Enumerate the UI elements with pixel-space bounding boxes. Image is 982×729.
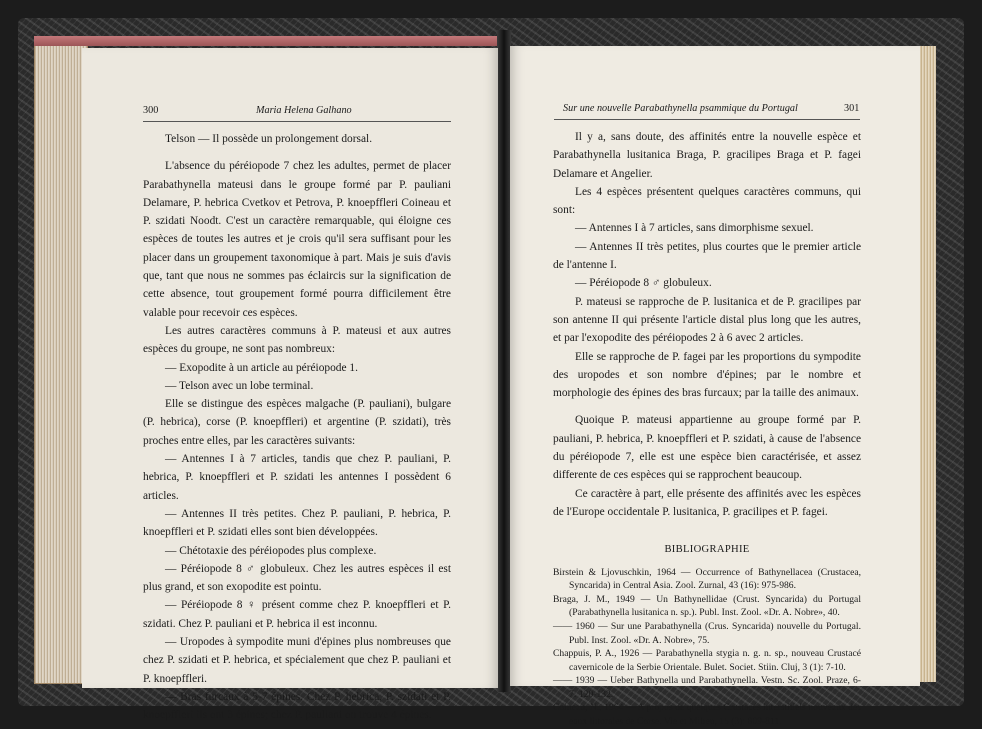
paragraph: Quoique P. mateusi appartienne au groupe formé par P. pauliani, P. hebrica, P. knoepffleri et P. szidati, à cause de l'absence du péréiopode 7, elle est une espèce bien caractérisée, et assez differente de ces espèces qui se rapprochent beaucoup. <box>553 414 861 482</box>
header-rule <box>554 119 860 120</box>
paragraph: Elle se distingue des espèces malgache (P. pauliani), bulgare (P. hebrica), corse (P. knoepffleri) et argentine (P. szidati), très proches entre elles, par les caractères suivants: <box>143 398 451 447</box>
list-item: — Péréiopode 8 ♀ présent comme chez P. knoepffleri et P. szidati. Chez P. pauliani et P. hebrica il est inconnu. <box>143 599 451 630</box>
list-item: — Antennes I à 7 articles, tandis que chez P. pauliani, P. hebrica, P. knoepffleri et P. szidati les antennes I possèdent 6 articles. <box>143 453 451 502</box>
running-head: Sur une nouvelle Parabathynella psammique du Portugal <box>563 103 798 114</box>
paragraph: Telson — Il possède un prolongement dorsal. <box>165 133 373 145</box>
bibliography-entry: Coineau, N., 1964 — A propos de quelques Crustacés interstitiels nouveaux des eaux littorales de Corse. Vie et Milieu, 15 (3): 809-811. <box>553 702 861 728</box>
bibliography-entry: —— 1960 — Sur une Parabathynella (Crus. Syncarida) nouvelle du Portugal. Publ. Inst. Zool. «Dr. A. Nobre», 75. <box>553 620 861 646</box>
paragraph: P. mateusi se rapproche de P. lusitanica et de P. gracilipes par son antenne II qui présente l'article distal plus long que les autres, et par l'exopodite des péréiopodes 2 à 6 avec 2 articles. <box>553 295 861 345</box>
page-number: 301 <box>844 103 860 114</box>
left-page <box>82 48 498 722</box>
left-page-header <box>82 105 498 121</box>
paragraph: Les 4 espèces présentent quelques caractères communs, qui sont: <box>553 185 861 217</box>
bibliography-entry: Braga, J. M., 1949 — Un Bathynellidae (Crust. Syncarida) du Portugal (Parabathynella lusitanica n. sp.). Publ. Inst. Zool. «Dr. A. Nobre», 40. <box>553 593 861 619</box>
left-page-body <box>143 130 451 725</box>
paragraph: L'absence du péréiopode 7 chez les adultes, permet de placer Parabathynella mateusi dans le groupe formé par P. pauliani Delamare, P. hebrica Cvetkov et Petrova, P. knoepffleri Coineau et P. szidati Noodt. C'est un caractère remarquable, qui éloigne ces espèces de toutes les autres et je crois qu'il sera suffisant pour les placer dans un groupement taxonomique à part. Mais je suis d'avis que, tant que nous ne sommes pas éclaircis sur la signification de cette absence, tout groupement formé pourra difficilement être valable pour recevoir ces espèces. <box>143 160 451 319</box>
right-page-body <box>553 128 861 729</box>
red-top-edge <box>34 36 504 46</box>
page-edges-left <box>34 36 88 684</box>
bibliography-title: BIBLIOGRAPHIE <box>664 544 750 556</box>
list-item: — Chétotaxie des péréiopodes plus complexe. <box>165 544 377 557</box>
list-item: — Exopodite à un article au péréiopode 1. <box>165 361 358 374</box>
list-item: — Antennes II très petites. Chez P. pauliani, P. hebrica, P. knoepffleri et P. szidati elles sont bien développées. <box>143 507 451 539</box>
bibliography-entry: Birstein & Ljovuschkin, 1964 — Occurrence of Bathynellacea (Crustacea, Syncarida) in Central Asia. Zool. Zurnal, 43 (16): 975-986. <box>553 566 861 592</box>
page-number: 300 <box>143 105 159 116</box>
paragraph: Il y a, sans doute, des affinités entre la nouvelle espèce et Parabathynella lusitanica Braga, P. gracilipes Braga et P. fagei Delamare et Angelier. <box>553 131 861 180</box>
list-item: — Telson avec un lobe terminal. <box>165 379 314 392</box>
list-item: — Bras furcaux à 5-7 épines. Chez P. hebrica, P. szidati et P. knoepffleri ils ont 3 épines; chez P. pauliani on trouve 4 épines. <box>143 690 451 722</box>
bibliography-entry: Chappuis, P. A., 1926 — Parabathynella stygia n. g. n. sp., nouveau Crustacé cavernicole de la Serbie Orientale. Bulet. Societ. Stiin. Cluj, 3 (1): 7-10. <box>553 648 861 673</box>
bibliography-entry: —— 1939 — Ueber Bathynella und Parabathynella. Vestn. Sc. Zool. Praze, 6-7: 120-132. <box>553 675 861 700</box>
list-item: — Péréiopode 8 ♂ globuleux. Chez les autres espèces il est plus grand, et son exopodite est pointu. <box>143 562 451 594</box>
paragraph: Elle se rapproche de P. fagei par les proportions du sympodite des uropodes et son nombre d'épines; par le nombre et morphologie des épines des bras furcaux; par la taille des animaux. <box>553 350 861 400</box>
list-item: — Uropodes à sympodite muni d'épines plus nombreuses que chez P. szidati et P. hebrica, et spécialement que chez P. pauliani et P. knoepffleri. <box>143 636 451 685</box>
header-rule <box>143 121 451 122</box>
right-page-header <box>510 103 920 119</box>
paragraph: Les autres caractères communs à P. mateusi et aux autres espèces du groupe, ne sont pas nombreux: <box>143 324 451 356</box>
paragraph: Ce caractère à part, elle présente des affinités avec les espèces de l'Europe occidentale P. lusitanica, P. gracilipes et P. fagei. <box>553 487 861 518</box>
list-item: — Antennes I à 7 articles, sans dimorphisme sexuel. <box>575 222 814 235</box>
book-gutter <box>497 30 511 692</box>
list-item: — Antennes II très petites, plus courtes que le premier article de l'antenne I. <box>553 240 861 272</box>
list-item: — Péréiopode 8 ♂ globuleux. <box>575 277 712 290</box>
right-page <box>510 46 920 728</box>
running-head: Maria Helena Galhano <box>256 105 352 116</box>
